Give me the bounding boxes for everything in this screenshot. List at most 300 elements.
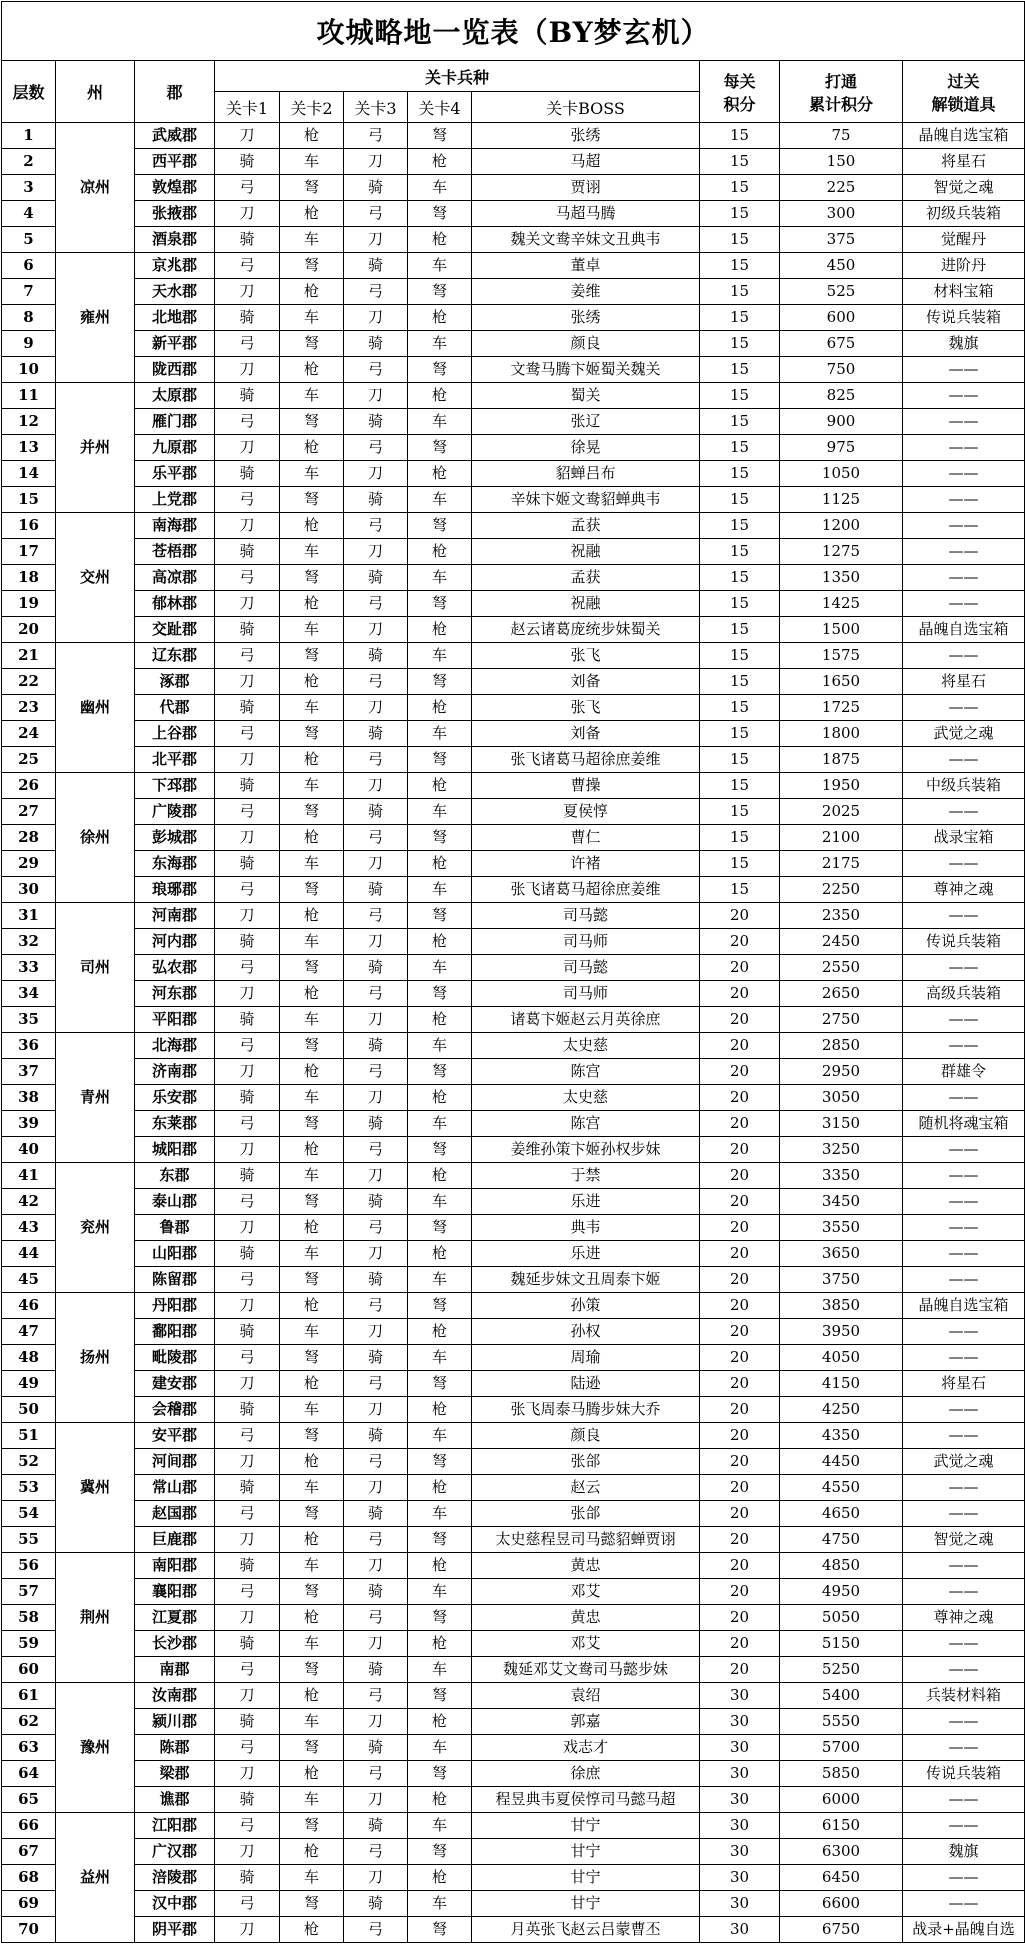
cell-jun: 太原郡 [135,383,215,409]
cell-gate-1: 弓 [215,565,280,591]
cell-points: 15 [700,487,780,513]
header-gate-1: 关卡1 [215,92,280,123]
cell-reward: —— [903,1397,1025,1423]
table-row [2,539,1025,565]
cell-gate-2: 弩 [280,409,344,435]
cell-layer: 6 [2,253,56,279]
cell-gate-3: 刀 [344,1163,408,1189]
cell-gate-2: 枪 [280,1293,344,1319]
cell-layer: 57 [2,1579,56,1605]
cell-gate-2: 车 [280,539,344,565]
cell-total: 4550 [780,1475,903,1501]
cell-total: 6600 [780,1891,903,1917]
cell-gate-3: 骑 [344,1033,408,1059]
cell-points: 15 [700,695,780,721]
cell-gate-4: 弩 [408,1059,472,1085]
cell-jun: 丹阳郡 [135,1293,215,1319]
table-row [2,383,1025,409]
conquest-table [1,1,1025,1943]
cell-total: 3150 [780,1111,903,1137]
cell-gate-3: 刀 [344,383,408,409]
table-row [2,1449,1025,1475]
cell-layer: 20 [2,617,56,643]
cell-gate-3: 刀 [344,617,408,643]
cell-points: 20 [700,1319,780,1345]
cell-boss: 太史慈 [472,1085,700,1111]
cell-gate-4: 弩 [408,825,472,851]
cell-reward: —— [903,903,1025,929]
cell-points: 20 [700,1475,780,1501]
cell-gate-1: 骑 [215,305,280,331]
cell-total: 2350 [780,903,903,929]
cell-reward: 智觉之魂 [903,1527,1025,1553]
cell-total: 4750 [780,1527,903,1553]
cell-layer: 18 [2,565,56,591]
cell-gate-1: 骑 [215,1007,280,1033]
header-gate-4: 关卡4 [408,92,472,123]
cell-gate-2: 枪 [280,591,344,617]
table-row [2,851,1025,877]
cell-points: 20 [700,903,780,929]
cell-gate-4: 枪 [408,1865,472,1891]
cell-jun: 赵国郡 [135,1501,215,1527]
zhou-cell: 司州 [56,903,135,1033]
cell-total: 6300 [780,1839,903,1865]
cell-layer: 38 [2,1085,56,1111]
cell-total: 4650 [780,1501,903,1527]
cell-jun: 会稽郡 [135,1397,215,1423]
cell-boss: 于禁 [472,1163,700,1189]
cell-layer: 12 [2,409,56,435]
cell-gate-2: 弩 [280,1189,344,1215]
cell-reward: 觉醒丹 [903,227,1025,253]
cell-reward: 尊神之魂 [903,1605,1025,1631]
cell-layer: 16 [2,513,56,539]
cell-total: 3550 [780,1215,903,1241]
zhou-cell: 凉州 [56,123,135,253]
cell-gate-2: 弩 [280,877,344,903]
cell-boss: 刘备 [472,669,700,695]
cell-points: 30 [700,1709,780,1735]
cell-reward: 中级兵装箱 [903,773,1025,799]
cell-gate-4: 枪 [408,227,472,253]
cell-total: 375 [780,227,903,253]
cell-layer: 64 [2,1761,56,1787]
table-row [2,513,1025,539]
cell-total: 4450 [780,1449,903,1475]
cell-jun: 郁林郡 [135,591,215,617]
cell-boss: 程昱典韦夏侯惇司马懿马超 [472,1787,700,1813]
cell-jun: 建安郡 [135,1371,215,1397]
cell-layer: 62 [2,1709,56,1735]
cell-boss: 张飞 [472,695,700,721]
cell-gate-3: 刀 [344,1631,408,1657]
cell-gate-4: 枪 [408,1085,472,1111]
cell-total: 1050 [780,461,903,487]
cell-reward: 初级兵装箱 [903,201,1025,227]
cell-gate-3: 骑 [344,331,408,357]
cell-reward: —— [903,1709,1025,1735]
cell-total: 900 [780,409,903,435]
cell-jun: 城阳郡 [135,1137,215,1163]
cell-jun: 山阳郡 [135,1241,215,1267]
cell-gate-2: 车 [280,617,344,643]
cell-gate-3: 骑 [344,1657,408,1683]
cell-gate-1: 骑 [215,1553,280,1579]
table-row [2,487,1025,513]
cell-gate-2: 车 [280,227,344,253]
cell-layer: 10 [2,357,56,383]
table-row [2,1189,1025,1215]
cell-points: 15 [700,227,780,253]
cell-gate-4: 枪 [408,149,472,175]
table-row [2,1475,1025,1501]
cell-gate-4: 车 [408,877,472,903]
cell-gate-1: 刀 [215,825,280,851]
cell-reward: —— [903,1501,1025,1527]
cell-gate-3: 弓 [344,669,408,695]
cell-total: 2175 [780,851,903,877]
cell-points: 15 [700,513,780,539]
cell-gate-4: 弩 [408,1449,472,1475]
cell-jun: 武威郡 [135,123,215,149]
cell-gate-4: 弩 [408,1371,472,1397]
cell-layer: 23 [2,695,56,721]
cell-total: 5400 [780,1683,903,1709]
cell-total: 2250 [780,877,903,903]
cell-gate-1: 骑 [215,1241,280,1267]
table-row [2,929,1025,955]
cell-reward: 晶魄自选宝箱 [903,123,1025,149]
cell-total: 4150 [780,1371,903,1397]
cell-reward: —— [903,409,1025,435]
cell-total: 1725 [780,695,903,721]
cell-gate-1: 弓 [215,643,280,669]
cell-jun: 河南郡 [135,903,215,929]
cell-gate-2: 枪 [280,1605,344,1631]
cell-reward: 晶魄自选宝箱 [903,1293,1025,1319]
table-row [2,877,1025,903]
cell-gate-3: 弓 [344,825,408,851]
cell-gate-4: 弩 [408,591,472,617]
cell-jun: 上谷郡 [135,721,215,747]
cell-gate-4: 枪 [408,617,472,643]
cell-gate-1: 刀 [215,1761,280,1787]
cell-points: 15 [700,851,780,877]
cell-total: 3850 [780,1293,903,1319]
cell-gate-4: 车 [408,253,472,279]
cell-gate-2: 弩 [280,799,344,825]
cell-jun: 陈留郡 [135,1267,215,1293]
cell-gate-1: 骑 [215,149,280,175]
cell-layer: 4 [2,201,56,227]
cell-total: 3950 [780,1319,903,1345]
cell-reward: —— [903,1033,1025,1059]
cell-layer: 14 [2,461,56,487]
cell-gate-1: 骑 [215,1475,280,1501]
cell-total: 675 [780,331,903,357]
cell-boss: 马超马腾 [472,201,700,227]
cell-gate-4: 车 [408,487,472,513]
cell-points: 15 [700,201,780,227]
zhou-cell: 冀州 [56,1423,135,1553]
table-row [2,955,1025,981]
table-title: 攻城略地一览表（BY梦玄机） [2,2,1025,61]
cell-gate-4: 枪 [408,929,472,955]
cell-jun: 广陵郡 [135,799,215,825]
cell-layer: 34 [2,981,56,1007]
cell-reward: —— [903,1215,1025,1241]
cell-reward: 传说兵装箱 [903,1761,1025,1787]
cell-gate-4: 弩 [408,903,472,929]
cell-reward: 尊神之魂 [903,877,1025,903]
cell-total: 2850 [780,1033,903,1059]
cell-gate-3: 骑 [344,955,408,981]
cell-boss: 张绣 [472,123,700,149]
cell-gate-2: 弩 [280,1267,344,1293]
cell-reward: —— [903,643,1025,669]
table-row [2,1553,1025,1579]
cell-jun: 长沙郡 [135,1631,215,1657]
cell-jun: 酒泉郡 [135,227,215,253]
cell-gate-1: 骑 [215,1397,280,1423]
cell-jun: 西平郡 [135,149,215,175]
cell-total: 1800 [780,721,903,747]
cell-gate-3: 骑 [344,175,408,201]
cell-layer: 44 [2,1241,56,1267]
cell-boss: 蜀关 [472,383,700,409]
cell-gate-3: 刀 [344,695,408,721]
cell-boss: 司马师 [472,929,700,955]
cell-gate-1: 弓 [215,1657,280,1683]
cell-gate-2: 枪 [280,825,344,851]
header-reward-line2: 解锁道具 [931,94,996,114]
cell-gate-3: 骑 [344,877,408,903]
cell-gate-4: 弩 [408,279,472,305]
cell-gate-1: 骑 [215,695,280,721]
cell-gate-1: 刀 [215,1449,280,1475]
cell-layer: 45 [2,1267,56,1293]
table-row [2,1605,1025,1631]
cell-boss: 马超 [472,149,700,175]
cell-layer: 24 [2,721,56,747]
cell-layer: 7 [2,279,56,305]
cell-jun: 陇西郡 [135,357,215,383]
cell-jun: 雁门郡 [135,409,215,435]
cell-points: 15 [700,461,780,487]
cell-gate-2: 车 [280,1397,344,1423]
cell-gate-3: 骑 [344,721,408,747]
cell-gate-4: 车 [408,1813,472,1839]
cell-reward: —— [903,1137,1025,1163]
cell-gate-1: 刀 [215,357,280,383]
cell-gate-4: 弩 [408,669,472,695]
cell-points: 15 [700,383,780,409]
cell-gate-3: 刀 [344,461,408,487]
cell-jun: 鲁郡 [135,1215,215,1241]
cell-points: 20 [700,1241,780,1267]
cell-layer: 13 [2,435,56,461]
cell-points: 20 [700,1007,780,1033]
cell-gate-1: 骑 [215,773,280,799]
cell-gate-1: 骑 [215,383,280,409]
zhou-cell: 豫州 [56,1683,135,1813]
table-row [2,1137,1025,1163]
cell-reward: —— [903,539,1025,565]
cell-boss: 貂蝉吕布 [472,461,700,487]
cell-total: 225 [780,175,903,201]
cell-reward: —— [903,1189,1025,1215]
header-points [700,61,780,123]
cell-total: 6450 [780,1865,903,1891]
cell-gate-3: 弓 [344,435,408,461]
cell-gate-4: 弩 [408,1683,472,1709]
cell-gate-2: 车 [280,1553,344,1579]
cell-total: 1350 [780,565,903,591]
cell-gate-1: 刀 [215,1137,280,1163]
table-row [2,201,1025,227]
zhou-cell: 益州 [56,1813,135,1943]
cell-reward: —— [903,1319,1025,1345]
cell-gate-4: 弩 [408,201,472,227]
table-row [2,617,1025,643]
cell-reward: —— [903,747,1025,773]
cell-gate-2: 枪 [280,1839,344,1865]
cell-total: 1425 [780,591,903,617]
cell-gate-1: 刀 [215,279,280,305]
table-row [2,1657,1025,1683]
table-row [2,1579,1025,1605]
table-row [2,1735,1025,1761]
header-reward [903,61,1025,123]
cell-reward: 武觉之魂 [903,1449,1025,1475]
cell-gate-3: 弓 [344,1761,408,1787]
cell-jun: 苍梧郡 [135,539,215,565]
cell-reward: 战录宝箱 [903,825,1025,851]
cell-boss: 黄忠 [472,1553,700,1579]
table-row [2,1761,1025,1787]
cell-layer: 67 [2,1839,56,1865]
cell-total: 2450 [780,929,903,955]
cell-gate-1: 刀 [215,1293,280,1319]
cell-jun: 高凉郡 [135,565,215,591]
cell-total: 1500 [780,617,903,643]
cell-boss: 曹仁 [472,825,700,851]
table-row [2,1267,1025,1293]
cell-jun: 涪陵郡 [135,1865,215,1891]
cell-layer: 3 [2,175,56,201]
table-row [2,773,1025,799]
cell-reward: 魏旗 [903,1839,1025,1865]
cell-gate-2: 枪 [280,201,344,227]
cell-gate-4: 弩 [408,981,472,1007]
cell-reward: —— [903,695,1025,721]
cell-gate-3: 弓 [344,1683,408,1709]
cell-layer: 8 [2,305,56,331]
cell-gate-3: 刀 [344,1709,408,1735]
cell-gate-2: 车 [280,305,344,331]
cell-gate-4: 枪 [408,851,472,877]
cell-gate-2: 车 [280,383,344,409]
cell-gate-2: 枪 [280,1371,344,1397]
cell-reward: —— [903,1657,1025,1683]
cell-layer: 15 [2,487,56,513]
cell-gate-2: 弩 [280,1579,344,1605]
cell-reward: —— [903,383,1025,409]
cell-points: 20 [700,1267,780,1293]
cell-gate-3: 骑 [344,1813,408,1839]
cell-boss: 颜良 [472,331,700,357]
cell-gate-3: 弓 [344,513,408,539]
cell-gate-4: 枪 [408,383,472,409]
cell-gate-2: 弩 [280,955,344,981]
cell-gate-4: 枪 [408,1397,472,1423]
cell-points: 15 [700,409,780,435]
cell-points: 15 [700,331,780,357]
cell-reward: —— [903,1891,1025,1917]
cell-jun: 南海郡 [135,513,215,539]
cell-gate-4: 车 [408,565,472,591]
zhou-cell: 青州 [56,1033,135,1163]
cell-gate-2: 弩 [280,175,344,201]
cell-gate-2: 车 [280,1865,344,1891]
cell-points: 15 [700,435,780,461]
cell-gate-2: 枪 [280,1683,344,1709]
cell-jun: 东海郡 [135,851,215,877]
header-gate-2: 关卡2 [280,92,344,123]
table-row [2,1163,1025,1189]
cell-gate-1: 弓 [215,799,280,825]
cell-layer: 35 [2,1007,56,1033]
cell-gate-4: 枪 [408,1709,472,1735]
cell-total: 4050 [780,1345,903,1371]
cell-gate-1: 骑 [215,1163,280,1189]
cell-gate-4: 枪 [408,1007,472,1033]
cell-layer: 54 [2,1501,56,1527]
cell-boss: 陆逊 [472,1371,700,1397]
cell-boss: 司马懿 [472,955,700,981]
cell-points: 20 [700,1085,780,1111]
cell-gate-1: 骑 [215,1319,280,1345]
table-row [2,981,1025,1007]
cell-gate-3: 弓 [344,1839,408,1865]
cell-reward: 兵装材料箱 [903,1683,1025,1709]
cell-jun: 张掖郡 [135,201,215,227]
table-row [2,1527,1025,1553]
table-row [2,1319,1025,1345]
cell-layer: 49 [2,1371,56,1397]
cell-layer: 36 [2,1033,56,1059]
cell-gate-1: 刀 [215,669,280,695]
cell-layer: 58 [2,1605,56,1631]
cell-gate-1: 弓 [215,1033,280,1059]
cell-reward: 传说兵装箱 [903,929,1025,955]
cell-points: 20 [700,1449,780,1475]
cell-points: 20 [700,1033,780,1059]
cell-gate-4: 枪 [408,695,472,721]
cell-gate-2: 车 [280,929,344,955]
cell-gate-3: 骑 [344,1891,408,1917]
cell-total: 6000 [780,1787,903,1813]
cell-reward: —— [903,1423,1025,1449]
cell-gate-3: 刀 [344,851,408,877]
cell-total: 3250 [780,1137,903,1163]
cell-gate-3: 弓 [344,357,408,383]
cell-total: 150 [780,149,903,175]
cell-layer: 31 [2,903,56,929]
cell-total: 5700 [780,1735,903,1761]
cell-gate-1: 弓 [215,1189,280,1215]
